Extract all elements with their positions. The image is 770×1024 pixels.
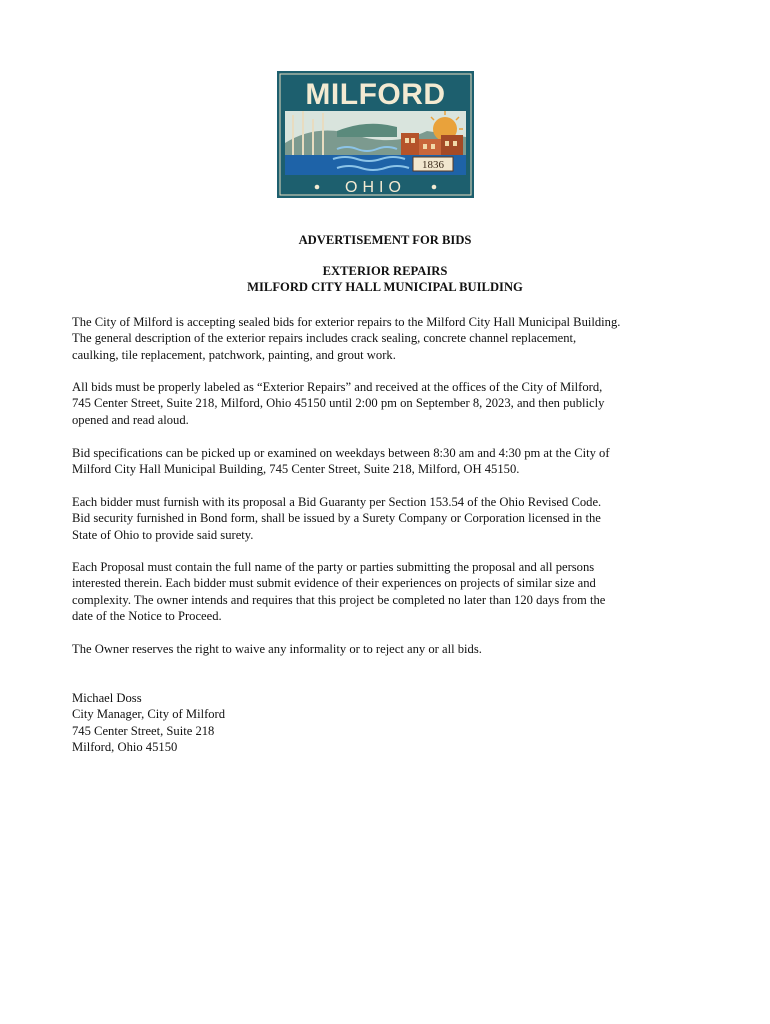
advertisement-heading: ADVERTISEMENT FOR BIDS	[298, 233, 472, 247]
paragraph-line: State of Ohio to provide said surety.	[72, 527, 254, 542]
paragraph-line: Bid security furnished in Bond form, shall be issued by a Surety Company or Corporation licensed in the	[72, 511, 601, 526]
paragraph-line: caulking, tile replacement, patchwork, painting, and grout work.	[72, 347, 396, 362]
paragraph-line: Each bidder must furnish with its proposal a Bid Guaranty per Section 153.54 of the Ohio Revised Code.	[72, 495, 602, 509]
signature-block	[72, 690, 712, 755]
paragraph-line: The Owner reserves the right to waive any informality or to reject any or all bids.	[72, 642, 482, 656]
paragraph-line: The general description of the exterior repairs includes crack sealing, concrete channel replacement,	[72, 331, 577, 346]
paragraph-proposal-requirements	[72, 559, 712, 624]
paragraph-line: Each Proposal must contain the full name of the party or parties submitting the proposal and all persons	[72, 560, 595, 574]
paragraph-line: complexity. The owner intends and requires that this project be completed no later than 120 days from the	[72, 592, 606, 607]
project-title-line-1: EXTERIOR REPAIRS	[322, 264, 448, 278]
paragraph-line: opened and read aloud.	[72, 412, 189, 427]
logo-state-name: OHIO	[345, 179, 406, 196]
project-title	[0, 263, 770, 295]
logo-year: 1836	[422, 159, 444, 171]
paragraph-owner-rights	[72, 641, 712, 657]
paragraph-line: Milford City Hall Municipal Building, 745 Center Street, Suite 218, Milford, OH 45150.	[72, 462, 520, 477]
paragraph-line: date of the Notice to Proceed.	[72, 608, 222, 623]
project-title-line-2: MILFORD CITY HALL MUNICIPAL BUILDING	[247, 280, 523, 294]
logo-city-name: MILFORD	[305, 78, 446, 111]
paragraph-line: 745 Center Street, Suite 218, Milford, Ohio 45150 until 2:00 pm on September 8, 2023, and then publicly	[72, 396, 605, 411]
milford-ohio-logo	[277, 71, 474, 198]
paragraph-intro	[72, 314, 712, 363]
paragraph-specifications	[72, 445, 712, 478]
paragraph-submission	[72, 379, 712, 428]
signer-title: City Manager, City of Milford	[72, 707, 226, 722]
logo-dot-right	[432, 185, 437, 190]
signer-city-state-zip: Milford, Ohio 45150	[72, 739, 178, 754]
paragraph-line: All bids must be properly labeled as “Exterior Repairs” and received at the offices of the City of Milford,	[72, 380, 603, 394]
paragraph-line: interested therein. Each bidder must submit evidence of their experiences on projects of similar size and	[72, 576, 596, 591]
logo-dot-left	[315, 185, 320, 190]
logo-artwork	[277, 71, 474, 198]
signer-name: Michael Doss	[72, 691, 142, 705]
paragraph-bid-guaranty	[72, 494, 712, 543]
paragraph-line: Bid specifications can be picked up or examined on weekdays between 8:30 am and 4:30 pm at the City of	[72, 446, 610, 460]
signer-address: 745 Center Street, Suite 218	[72, 723, 215, 738]
paragraph-line: The City of Milford is accepting sealed bids for exterior repairs to the Milford City Hall Municipal Building.	[72, 315, 621, 329]
